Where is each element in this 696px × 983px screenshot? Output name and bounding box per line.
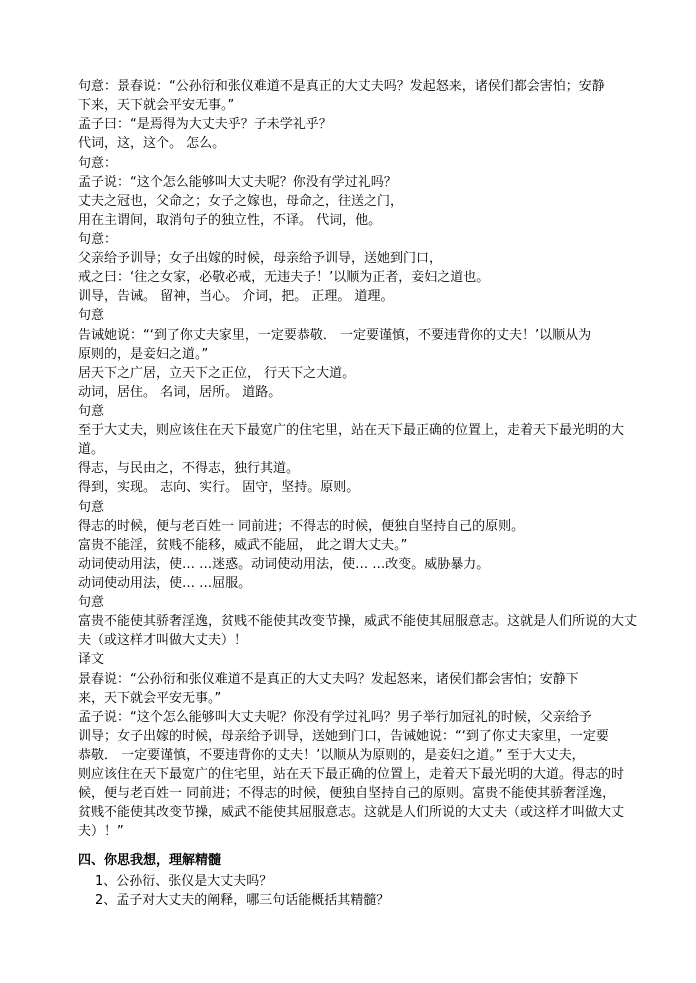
text-line: 孟子说：“这个怎么能够叫大丈夫呢？你没有学过礼吗？ (78, 175, 397, 190)
text-line: 动词使动用法，使… …屈服。 (78, 576, 252, 591)
text-line: 富贵不能使其骄奢淫逸，贫贱不能使其改变节操，威武不能使其屈服意志。这就是人们所说的大丈 (78, 614, 638, 629)
question-item: 1、公孙衍、张仪是大丈夫吗？ (95, 874, 273, 889)
text-line: 则应该住在天下最宽广的住宅里，站在天下最正确的位置上，走着天下最光明的大道。得志的时 (78, 767, 625, 782)
text-line: 贫贱不能使其改变节操，威武不能使其屈服意志。这就是人们所说的大丈夫（或这样才叫做大丈 (78, 805, 625, 820)
text-line: 句意 (78, 308, 105, 323)
text-line: 句意： (78, 156, 118, 171)
text-line: 告诫她说：“‘到了你丈夫家里，一定要恭敬． 一定要谨慎，不要违背你的丈夫！’以顺从为 (78, 328, 592, 343)
text-line: 孟子曰：“是焉得为大丈夫乎？子未学礼乎？ (78, 117, 332, 132)
text-line: 得志，与民由之，不得志，独行其道。 (78, 461, 300, 476)
text-line: 居天下之广居，立天下之正位， 行天下之大道。 (78, 366, 356, 381)
question-item: 2、孟子对大丈夫的阐释，哪三句话能概括其精髓？ (95, 893, 390, 908)
text-line: 丈夫之冠也，父命之；女子之嫁也，母命之，往送之门， (78, 194, 404, 209)
text-line: 句意：景春说：“公孙衍和张仪难道不是真正的大丈夫吗？发起怒来，诸侯们都会害怕；安静 (78, 79, 605, 94)
text-line: 候，便与老百姓一 同前进；不得志的时候，便独自坚持自己的原则。富贵不能使其骄奢淫逸， (78, 786, 616, 801)
text-line: 译文 (78, 652, 105, 667)
text-line: 夫（或这样才叫做大丈夫）！ (78, 633, 248, 648)
text-line: 道。 (78, 442, 105, 457)
text-line: 用在主谓间，取消句子的独立性，不译。 代词，他。 (78, 213, 382, 228)
text-line: 得到，实现。 志向、实行。 固守，坚持。原则。 (78, 480, 360, 495)
text-line: 句意 (78, 595, 105, 610)
text-line: 富贵不能淫，贫贱不能移，威武不能屈， 此之谓大丈夫。” (78, 538, 408, 553)
text-line: 训导；女子出嫁的时候，母亲给予训导，送她到门口，告诫她说：“‘到了你丈夫家里，一定要 (78, 729, 609, 744)
text-line: 恭敬． 一定要谨慎，不要违背你的丈夫！’以顺从为原则的，是妾妇之道。” 至于大丈夫， (78, 748, 585, 763)
text-line: 训导，告诫。 留神，当心。 介词，把。 正理。 道理。 (78, 289, 394, 304)
section-heading: 四、你思我想，理解精髓 (78, 853, 222, 868)
text-line: 来，天下就会平安无事。” (78, 691, 222, 706)
text-line: 孟子说：“这个怎么能够叫大丈夫呢？你没有学过礼吗？男子举行加冠礼的时候，父亲给予 (78, 710, 592, 725)
text-line: 至于大丈夫，则应该住在天下最宽广的住宅里，站在天下最正确的位置上，走着天下最光明的大 (78, 423, 625, 438)
text-line: 句意： (78, 232, 118, 247)
text-line: 动词，居住。 名词，居所。 道路。 (78, 385, 282, 400)
text-line: 得志的时候，便与老百姓一 同前进；不得志的时候，便独自坚持自己的原则。 (78, 519, 525, 534)
text-line: 句意 (78, 500, 105, 515)
text-line: 句意 (78, 404, 105, 419)
text-line: 代词，这，这个。 怎么。 (78, 136, 226, 151)
text-line: 动词使动用法，使… …迷惑。动词使动用法，使… …改变。威胁暴力。 (78, 557, 490, 572)
text-line: 下来，天下就会平安无事。” (78, 98, 235, 113)
text-line: 戒之曰：‘往之女家，必敬必戒，无违夫子！’以顺为正者，妾妇之道也。 (78, 270, 490, 285)
text-line: 景春说：“公孙衍和张仪难道不是真正的大丈夫吗？发起怒来，诸侯们都会害怕；安静下 (78, 672, 579, 687)
text-line: 夫）！” (78, 824, 124, 839)
text-line: 父亲给予训导；女子出嫁的时候，母亲给予训导，送她到门口， (78, 251, 443, 266)
text-line: 原则的，是妾妇之道。” (78, 347, 209, 362)
